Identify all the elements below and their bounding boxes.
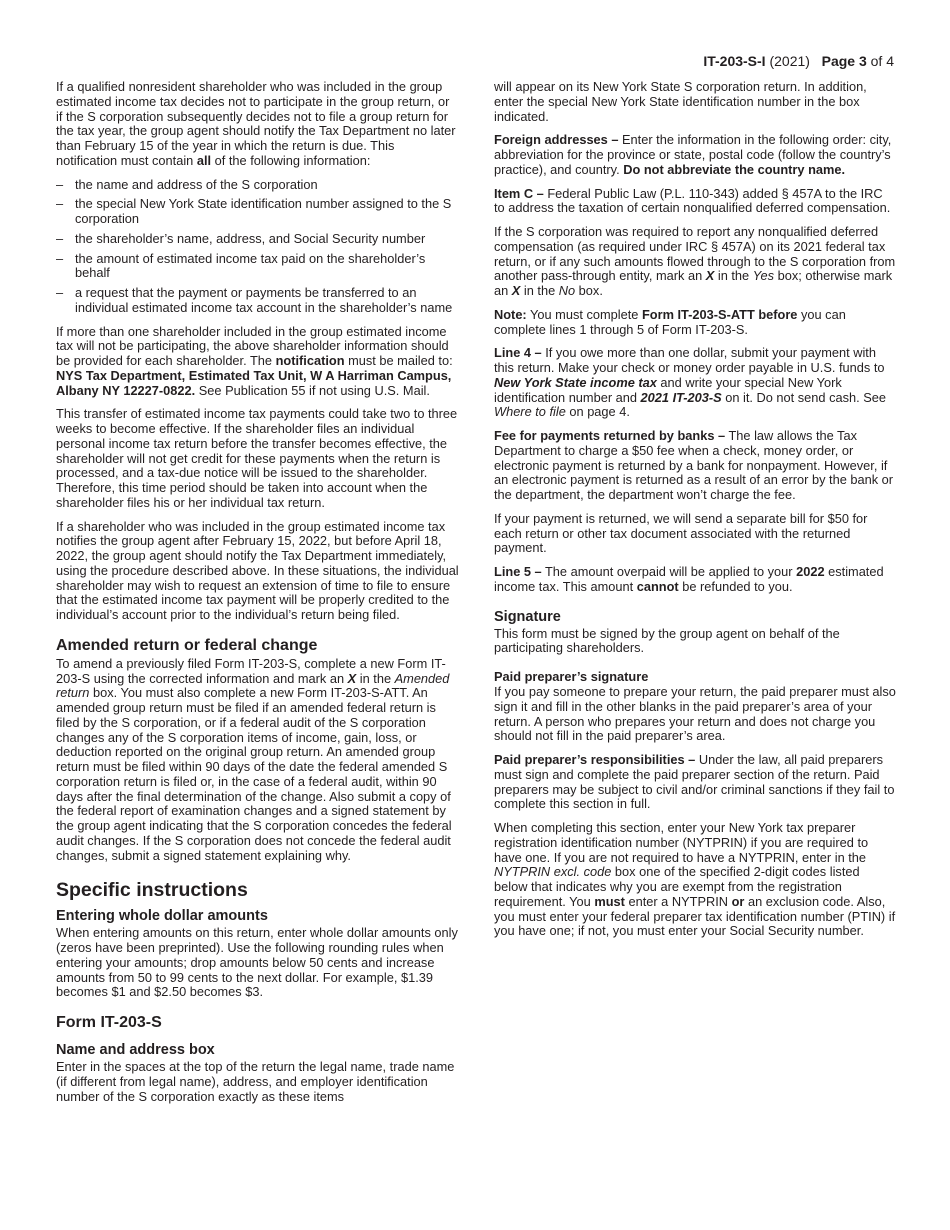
form-number: IT-203-S-I <box>703 53 766 69</box>
subheading: Paid preparer’s signature <box>494 669 649 684</box>
paragraph: Enter in the spaces at the top of the return the legal name, trade name (if different from legal name), address, and employer identification number of the S corporation exactly as these items <box>56 1059 455 1104</box>
paragraph: will appear on its New York State S corporation return. In addition, enter the special New York State identification number in the box indicated. <box>494 79 867 124</box>
page-total: of 4 <box>870 53 894 69</box>
paragraph: Note: You must complete Form IT-203-S-ATT before you can complete lines 1 through 5 of Form IT-203-S. <box>494 306 846 337</box>
section-heading: Form IT-203-S <box>56 1014 162 1031</box>
signature-heading: Signature <box>494 608 561 625</box>
paragraph: Line 5 – The amount overpaid will be applied to your 2022 estimated income tax. This amount cannot be refunded to you. <box>494 564 884 594</box>
subheading: Name and address box <box>56 1042 215 1058</box>
section-heading: Amended return or federal change <box>56 636 318 654</box>
form-year: (2021) <box>769 53 810 69</box>
paragraph: If a qualified nonresident shareholder who was included in the group estimated income tax decides not to participate in the group return, or if the S corporation subsequently decides not to file a group return for the tax year, the group agent should notify the Tax Department no later than February 15 of the year in which the return is due. This notification must contain all of the following information: <box>56 79 456 168</box>
list-item: – the shareholder’s name, address, and Social Security number <box>56 232 459 247</box>
info-list <box>56 178 459 316</box>
page-label: Page 3 <box>821 53 867 69</box>
page-header <box>703 53 894 69</box>
paragraph: To amend a previously filed Form IT-203-S, complete a new Form IT-203-S using the corrected information and mark an X in the Amended return box. You must also complete a new Form IT-203-S-ATT. An amended group return must be filed if an amended federal return is filed by the S corporation, or if a federal audit of the S corporation changes any of the S corporation items of income, gain, loss, or deduction reported on the original group return. An amended group return must be filed within 90 days of the date the federal amended S corporation return is filed or, in the case of a federal audit, within 90 days after the final determination of the change. Also submit a copy of the federal report of examination changes and a signed statement by the group agent indicating that the S corporation concedes the federal audit changes. If the S corporation does not concede the federal audit changes, submit a signed statement explaining why. <box>56 655 452 863</box>
paragraph: This form must be signed by the group agent on behalf of the participating shareholders. <box>494 625 840 656</box>
list-item: – the special New York State identification number assigned to the S corporation <box>56 197 459 227</box>
paragraph: Line 4 – If you owe more than one dollar, submit your payment with this return. Make your check or money order payable in U.S. funds to New York State income tax and write your special New York identification number and 2021 IT-203-S on it. Do not send cash. See Where to file on page 4. <box>494 345 886 420</box>
list-item: – a request that the payment or payments be transferred to an individual estimated income tax account in the shareholder’s name <box>56 286 459 316</box>
paragraph: If a shareholder who was included in the group estimated income tax notifies the group agent after February 15, 2022, but before April 18, 2022, the group agent should notify the Tax Department immediately, using the procedure described above. In these situations, the individual shareholder may wish to request an extension of time to file to ensure that the estimated income tax payment will be properly credited to the individual’s account prior to the individual’s return being filed. <box>56 518 459 622</box>
paragraph: Foreign addresses – Enter the information in the following order: city, abbreviation for the province or state, postal code (follow the country’s practice), and country. Do not abbreviate the country name. <box>494 132 892 177</box>
paragraph: Fee for payments returned by banks – The law allows the Tax Department to charge a $50 fee when a check, money order, or electronic payment is returned by a bank for nonpayment. However, if an electronic payment is returned as a result of an error by the bank or the department, the department won’t charge the fee. <box>494 428 894 502</box>
right-column <box>494 80 896 948</box>
paragraph: If your payment is returned, we will send a separate bill for $50 for each return or other tax document associated with the returned payment. <box>494 510 868 556</box>
paragraph: If you pay someone to prepare your return, the paid preparer must also sign it and fill in the other blanks in the paid preparer’s area of your return. A person who prepares your return and does not charge you should not fill in the paid preparer’s area. <box>494 684 896 744</box>
paragraph: When entering amounts on this return, enter whole dollar amounts only (zeros have been preprinted). Use the following rounding rules when entering your amounts; drop amounts below 50 cents and increase amounts from 50 to 99 cents to the next dollar. For example, $1.39 becomes $1 and $2.50 becomes $3. <box>56 925 458 1000</box>
left-column <box>56 80 459 1113</box>
paragraph: If more than one shareholder included in the group estimated income tax will not be participating, the above shareholder information should be provided for each shareholder. The notification must be mailed to: NYS Tax Department, Estimated Tax Unit, W A Harriman Campus, Albany NY 12227-0822. See Publication 55 if not using U.S. Mail. <box>56 323 453 398</box>
paragraph: This transfer of estimated income tax payments could take two to three weeks to become effective. If the shareholder files an individual personal income tax return before the transfer becomes effective, the shareholder will not get credit for these payments when the return is processed, and a tax-due notice will be issued to the shareholder. Therefore, this time period should be taken into account when the shareholder files his or her individual tax return. <box>56 406 458 510</box>
paragraph: Paid preparer’s responsibilities – Under the law, all paid preparers must sign and complete the paid preparer section of the return. Paid preparers may be subject to civil and/or criminal sanctions if they fail to complete this section in full. <box>494 752 895 812</box>
paragraph: When completing this section, enter your New York tax preparer registration identification number (NYTPRIN) if you are required to have one. If you are not required to have a NYTPRIN, enter in the NYTPRIN excl. code box one of the specified 2-digit codes listed below that indicates why you are exempt from the registration requirement. You must enter a NYTPRIN or an exclusion code. Also, you must enter your federal preparer tax identification number (PTIN) if you have one; if not, you must enter your Social Security number. <box>494 820 896 939</box>
subheading: Entering whole dollar amounts <box>56 908 268 925</box>
list-item: – the name and address of the S corporation <box>56 178 459 193</box>
paragraph: If the S corporation was required to report any nonqualified deferred compensation (as required under IRC § 457A) on its 2021 federal tax return, or if any such amounts flowed through to the S corporation from another pass-through entity, mark an X in the Yes box; otherwise mark an X in the No box. <box>494 224 896 298</box>
major-heading: Specific instructions <box>56 879 248 902</box>
list-item: – the amount of estimated income tax paid on the shareholder’s behalf <box>56 252 459 282</box>
paragraph: Item C – Federal Public Law (P.L. 110-343) added § 457A to the IRC to address the taxation of certain nonqualified deferred compensation. <box>494 185 891 216</box>
